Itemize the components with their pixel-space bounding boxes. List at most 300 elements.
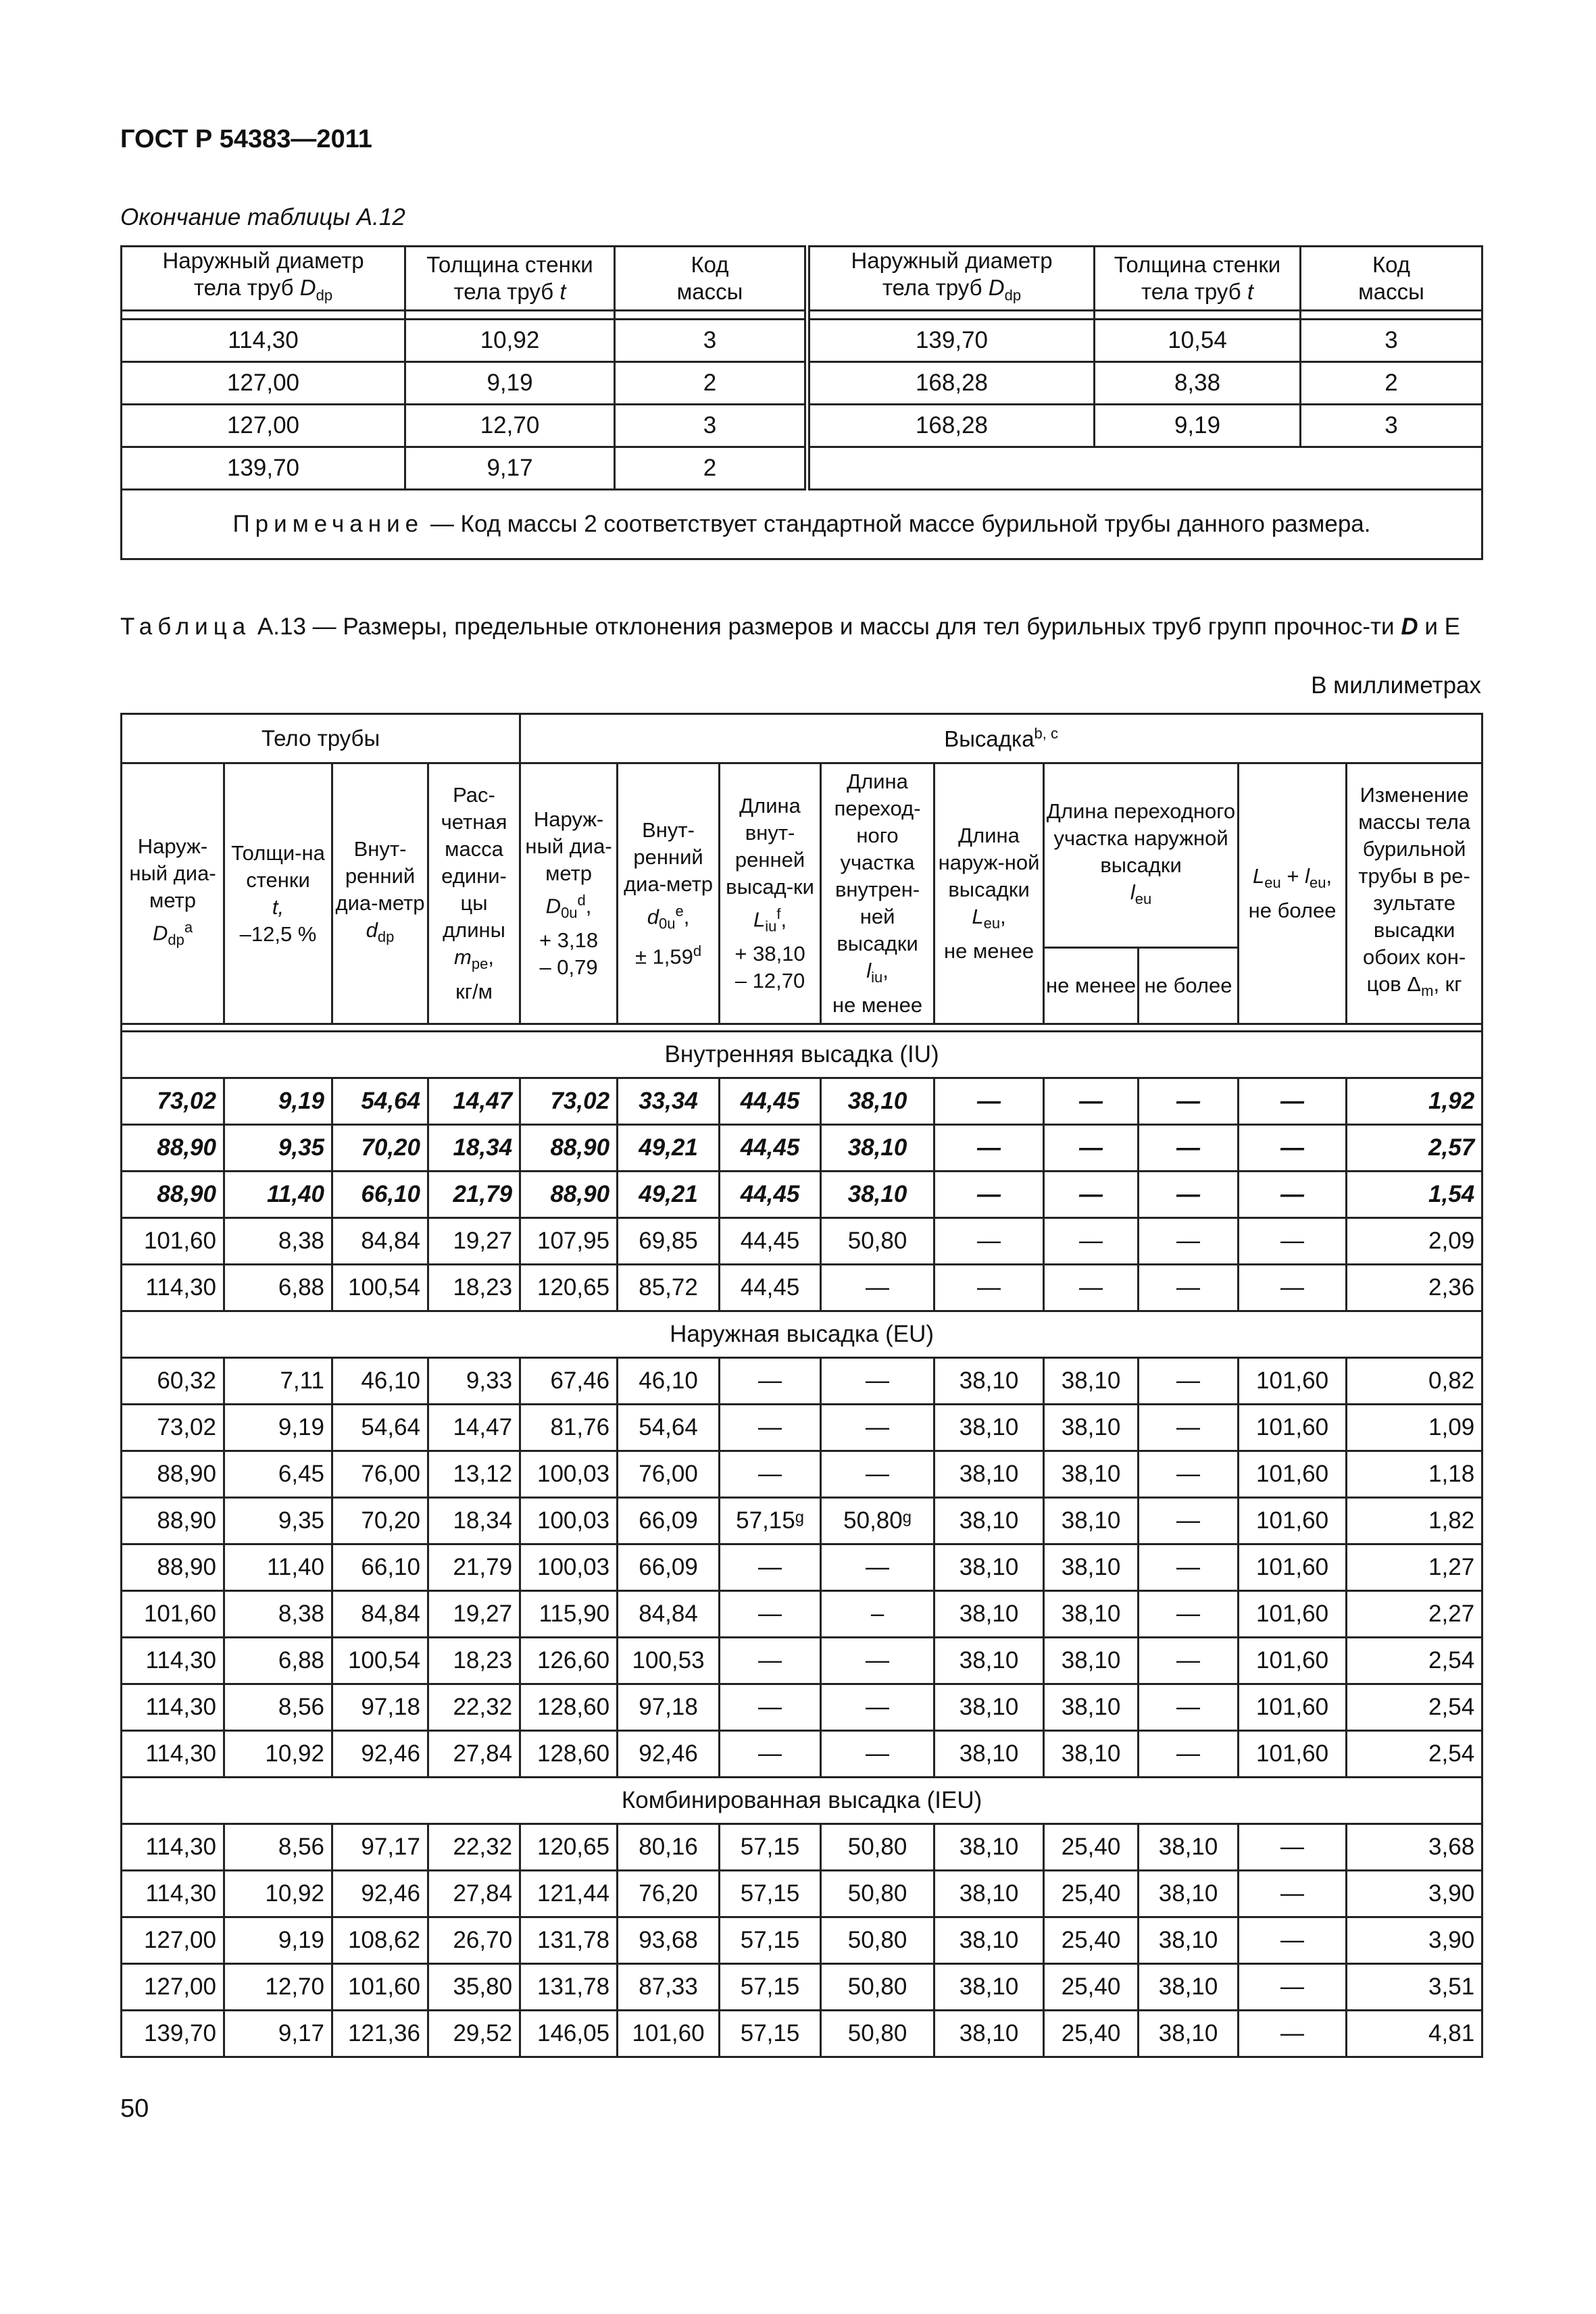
table-cell: 131,78 [520, 1917, 618, 1964]
table-cell: 50,80 [821, 2011, 934, 2057]
table-cell: 38,10 [1139, 1824, 1239, 1871]
table-cell: 38,10 [934, 1638, 1044, 1684]
table-cell: — [1139, 1125, 1239, 1172]
table-cell: 126,60 [520, 1638, 618, 1684]
table-cell: 44,45 [720, 1125, 821, 1172]
table-cell: — [720, 1731, 821, 1778]
table-row [122, 447, 1482, 490]
col-leu-plus-leu: $L_{eu} + l_{eu}$, не более [1239, 763, 1347, 1024]
table-cell: 114,30 [122, 1731, 224, 1778]
table-row [122, 1172, 1482, 1218]
table-cell: 88,90 [122, 1172, 224, 1218]
table13-spacer [122, 1024, 1482, 1032]
table13-title-end: и Е [1418, 613, 1460, 640]
table-cell: 6,88 [224, 1265, 332, 1311]
table-cell: 93,68 [618, 1917, 720, 1964]
table-cell: 25,40 [1044, 1917, 1139, 1964]
section-header [122, 1311, 1482, 1358]
table-row [122, 1964, 1482, 2011]
table-cell: — [1239, 2011, 1347, 2057]
table-cell: 38,10 [934, 1871, 1044, 1917]
table-cell: 84,84 [618, 1591, 720, 1638]
table-cell: 2,54 [1347, 1731, 1482, 1778]
table-cell: 54,64 [618, 1405, 720, 1451]
table-cell: 101,60 [618, 2011, 720, 2057]
table-cell: — [1139, 1405, 1239, 1451]
table-cell: 38,10 [1044, 1638, 1139, 1684]
table-row [122, 1405, 1482, 1451]
table-row [122, 1218, 1482, 1265]
table-cell: — [1044, 1218, 1139, 1265]
table-row [122, 1638, 1482, 1684]
table-cell: — [1139, 1498, 1239, 1544]
table-cell: — [720, 1591, 821, 1638]
table-cell: 10,92 [224, 1871, 332, 1917]
table-cell: 44,45 [720, 1218, 821, 1265]
table-cell: 27,84 [428, 1731, 520, 1778]
table-cell: 12,70 [405, 405, 615, 447]
table-cell: — [1139, 1684, 1239, 1731]
col-external-taper-min: не менее [1044, 948, 1139, 1024]
table-cell: 57,15 [720, 1871, 821, 1917]
table-cell: 38,10 [934, 1964, 1044, 2011]
table-cell: 107,95 [520, 1218, 618, 1265]
table12-note [122, 490, 1482, 559]
table-cell: 100,54 [332, 1638, 428, 1684]
table-cell: — [720, 1684, 821, 1731]
table-cell: Наружная высадка (EU) [122, 1311, 1482, 1358]
table-cell: 114,30 [122, 1638, 224, 1684]
table-cell: 88,90 [122, 1498, 224, 1544]
table-cell: 1,92 [1347, 1078, 1482, 1125]
table-cell: Внутренняя высадка (IU) [122, 1032, 1482, 1078]
table-cell: 121,36 [332, 2011, 428, 2057]
table-cell: 100,03 [520, 1451, 618, 1498]
col-upset-outer-diameter: Наруж-ный диа-метр $D_{0u}^d$, + 3,18 – 0,79 [520, 763, 618, 1024]
table-cell: 29,52 [428, 2011, 520, 2057]
table-cell: 19,27 [428, 1218, 520, 1265]
table-cell: 3 [1301, 405, 1482, 447]
table-cell: 50,80 [821, 1218, 934, 1265]
table-cell: 14,47 [428, 1078, 520, 1125]
table-cell: 22,32 [428, 1684, 520, 1731]
table-cell: 38,10 [1139, 1871, 1239, 1917]
table-cell: 18,34 [428, 1125, 520, 1172]
table13-group-header [122, 714, 1482, 763]
table-cell: 114,30 [122, 1824, 224, 1871]
table-cell: 38,10 [1044, 1451, 1139, 1498]
col-external-taper-max: не более [1139, 948, 1239, 1024]
table12-header-cell: Толщина стенки тела труб t [1095, 247, 1301, 311]
table-cell: — [1139, 1544, 1239, 1591]
table-cell: 57,15 [720, 2011, 821, 2057]
table-row [122, 2011, 1482, 2057]
table-cell: 18,23 [428, 1265, 520, 1311]
table-row [122, 1824, 1482, 1871]
table-cell: 3,51 [1347, 1964, 1482, 2011]
table-row [122, 1871, 1482, 1917]
table-cell: Комбинированная высадка (IEU) [122, 1778, 1482, 1824]
table-cell: 115,90 [520, 1591, 618, 1638]
col-inner-diameter: Внут-ренний диа-метр $d_{dp}$ [332, 763, 428, 1024]
col-unit-mass: Рас-четная масса едини-цы длины $m_{pe}$, кг/м [428, 763, 520, 1024]
table-cell: 49,21 [618, 1172, 720, 1218]
table-cell: 76,00 [332, 1451, 428, 1498]
table-cell: 139,70 [122, 447, 405, 490]
table-cell: 101,60 [1239, 1638, 1347, 1684]
table-cell: — [720, 1638, 821, 1684]
table-cell: 14,47 [428, 1405, 520, 1451]
table-cell: — [1139, 1591, 1239, 1638]
col-outer-diameter: Наруж-ный диа-метр $D_{dp}^a$ [122, 763, 224, 1024]
table-cell: 100,03 [520, 1544, 618, 1591]
table-cell: 12,70 [224, 1964, 332, 2011]
table-cell: 6,45 [224, 1451, 332, 1498]
table-cell: 66,09 [618, 1544, 720, 1591]
table-row [122, 320, 1482, 362]
table-cell: 69,85 [618, 1218, 720, 1265]
table-cell: 38,10 [934, 1591, 1044, 1638]
table-cell: 46,10 [618, 1358, 720, 1405]
table-cell: 4,81 [1347, 2011, 1482, 2057]
table-cell: 38,10 [1044, 1591, 1139, 1638]
table12-header-cell: Толщина стенки тела труб t [405, 247, 615, 311]
table-cell: — [1044, 1172, 1139, 1218]
table-cell: 57,15 [720, 1824, 821, 1871]
table-row [122, 1078, 1482, 1125]
table-cell: 3,90 [1347, 1871, 1482, 1917]
table-cell: 35,80 [428, 1964, 520, 2011]
table-cell: 60,32 [122, 1358, 224, 1405]
table-cell: — [1239, 1964, 1347, 2011]
table-cell: 139,70 [807, 320, 1095, 362]
table-row [122, 1358, 1482, 1405]
table-cell: — [821, 1544, 934, 1591]
table-cell: 97,18 [618, 1684, 720, 1731]
table13-title-label: Таблица [120, 613, 251, 640]
table-cell: 66,10 [332, 1172, 428, 1218]
table-cell: 9,19 [224, 1917, 332, 1964]
table13-title-d: D [1401, 613, 1418, 640]
table-cell: 2 [615, 362, 807, 405]
table-cell: 101,60 [1239, 1544, 1347, 1591]
table-cell: 85,72 [618, 1265, 720, 1311]
table13-column-header [122, 763, 1482, 948]
table-cell: 70,20 [332, 1498, 428, 1544]
table-cell: 25,40 [1044, 2011, 1139, 2057]
table-cell: 127,00 [122, 362, 405, 405]
table-cell: 100,54 [332, 1265, 428, 1311]
table-cell: — [1139, 1265, 1239, 1311]
table-cell: — [720, 1544, 821, 1591]
table-cell: 73,02 [122, 1405, 224, 1451]
table-cell: 88,90 [122, 1544, 224, 1591]
table-cell: 8,38 [224, 1218, 332, 1265]
table-row [122, 362, 1482, 405]
table-cell: 38,10 [934, 1824, 1044, 1871]
table-cell: — [934, 1218, 1044, 1265]
note-label: Примечание [232, 511, 424, 537]
table-cell: 50,80 [821, 1917, 934, 1964]
table-row [122, 1684, 1482, 1731]
table-cell: — [821, 1358, 934, 1405]
table-cell: 2,36 [1347, 1265, 1482, 1311]
table-cell: 92,46 [332, 1731, 428, 1778]
table-cell: 101,60 [1239, 1731, 1347, 1778]
table-cell: 25,40 [1044, 1871, 1139, 1917]
table-cell: 7,11 [224, 1358, 332, 1405]
table-cell: 38,10 [1044, 1684, 1139, 1731]
table-cell: 10,92 [224, 1731, 332, 1778]
table-cell: — [1139, 1451, 1239, 1498]
table-cell: 38,10 [1139, 1964, 1239, 2011]
table-cell: 146,05 [520, 2011, 618, 2057]
table-cell: — [1139, 1731, 1239, 1778]
table-cell: 114,30 [122, 1684, 224, 1731]
table-cell: 54,64 [332, 1078, 428, 1125]
table-cell: — [1139, 1358, 1239, 1405]
table-cell: 101,60 [122, 1591, 224, 1638]
table-cell: 9,19 [405, 362, 615, 405]
table-cell: 26,70 [428, 1917, 520, 1964]
document-id: ГОСТ Р 54383—2011 [120, 125, 372, 153]
col-internal-upset-length: Длина внут-ренней высад-ки $L_{iu}^f$, + 38,10 – 12,70 [720, 763, 821, 1024]
table-a13 [120, 713, 1483, 2058]
table-cell: 49,21 [618, 1125, 720, 1172]
table-cell: 8,56 [224, 1824, 332, 1871]
table-cell: — [1139, 1638, 1239, 1684]
table-cell: 127,00 [122, 405, 405, 447]
table-cell: 101,60 [332, 1964, 428, 2011]
table-cell: 9,35 [224, 1498, 332, 1544]
table-cell: 19,27 [428, 1591, 520, 1638]
table-cell: 100,53 [618, 1638, 720, 1684]
table-cell: 6,88 [224, 1638, 332, 1684]
table-cell: 101,60 [122, 1218, 224, 1265]
table-cell: 88,90 [122, 1451, 224, 1498]
table-cell: 3 [615, 405, 807, 447]
table-cell: — [1239, 1871, 1347, 1917]
table-cell: 127,00 [122, 1964, 224, 2011]
table-cell: 57,15 [720, 1964, 821, 2011]
table-cell: 8,56 [224, 1684, 332, 1731]
table-cell: 80,16 [618, 1824, 720, 1871]
table-row [122, 1591, 1482, 1638]
table-cell: 11,40 [224, 1172, 332, 1218]
table-cell: 44,45 [720, 1265, 821, 1311]
table-cell: — [1044, 1265, 1139, 1311]
table-cell: 101,60 [1239, 1684, 1347, 1731]
table-cell: 38,10 [934, 1498, 1044, 1544]
table-cell: 88,90 [122, 1125, 224, 1172]
table-cell: 101,60 [1239, 1405, 1347, 1451]
table-cell: 25,40 [1044, 1964, 1139, 2011]
table-cell: 2,54 [1347, 1684, 1482, 1731]
table-cell: 18,34 [428, 1498, 520, 1544]
table-cell: 2,54 [1347, 1638, 1482, 1684]
col-wall-thickness: Толщи-на стенки t, –12,5 % [224, 763, 332, 1024]
table-row [122, 1731, 1482, 1778]
table-cell: 84,84 [332, 1218, 428, 1265]
table-cell: 88,90 [520, 1172, 618, 1218]
table-cell: 38,10 [934, 1358, 1044, 1405]
table-cell: 66,10 [332, 1544, 428, 1591]
table-cell: 38,10 [821, 1125, 934, 1172]
table-cell: 8,38 [224, 1591, 332, 1638]
table-cell: — [1239, 1824, 1347, 1871]
table-cell: 38,10 [934, 1917, 1044, 1964]
table-cell: 97,17 [332, 1824, 428, 1871]
table-cell: — [1139, 1078, 1239, 1125]
table-cell: 38,10 [1044, 1731, 1139, 1778]
table13-title-text: А.13 — Размеры, предельные отклонения размеров и массы для тел бурильных труб групп прочнос-ти [251, 613, 1401, 640]
col-internal-taper-length: Длина переход-ного участка внутрен-ней высадки $l_{iu}$, не менее [821, 763, 934, 1024]
table-row [122, 1451, 1482, 1498]
table-cell: 50,80ᵍ [821, 1498, 934, 1544]
table-cell: 38,10 [1044, 1498, 1139, 1544]
section-header [122, 1032, 1482, 1078]
table-cell: 44,45 [720, 1172, 821, 1218]
table-cell: 101,60 [1239, 1358, 1347, 1405]
table-cell: 73,02 [520, 1078, 618, 1125]
col-external-taper-length: Длина переходного участка наружной высадки $l_{eu}$ [1044, 763, 1239, 948]
table12-spacer [122, 311, 1482, 320]
table-cell: — [1139, 1172, 1239, 1218]
table-cell: 18,23 [428, 1638, 520, 1684]
table-cell: 168,28 [807, 362, 1095, 405]
table-cell: 38,10 [934, 1731, 1044, 1778]
table-cell: 97,18 [332, 1684, 428, 1731]
table-cell: 33,34 [618, 1078, 720, 1125]
table-cell: 9,19 [224, 1078, 332, 1125]
table-cell: 2,09 [1347, 1218, 1482, 1265]
table-cell: 27,84 [428, 1871, 520, 1917]
table-cell: 108,62 [332, 1917, 428, 1964]
table-cell: 3 [615, 320, 807, 362]
table-cell: 9,35 [224, 1125, 332, 1172]
table-cell: — [821, 1684, 934, 1731]
table-cell: 38,10 [821, 1172, 934, 1218]
table-cell: 9,33 [428, 1358, 520, 1405]
table-cell: 9,19 [224, 1405, 332, 1451]
table-cell: — [821, 1731, 934, 1778]
table-cell: 76,00 [618, 1451, 720, 1498]
table-cell: — [1239, 1078, 1347, 1125]
table-cell: — [934, 1265, 1044, 1311]
table-cell: 38,10 [934, 1684, 1044, 1731]
table-cell: 38,10 [934, 1451, 1044, 1498]
table-row [122, 1265, 1482, 1311]
table-cell: — [1239, 1125, 1347, 1172]
table-cell: — [1239, 1265, 1347, 1311]
table-cell: 38,10 [821, 1078, 934, 1125]
table-cell: 25,40 [1044, 1824, 1139, 1871]
table-cell: 114,30 [122, 1871, 224, 1917]
col-external-upset-length: Длина наруж-ной высадки $L_{eu}$, не менее [934, 763, 1044, 1024]
table-cell: — [821, 1638, 934, 1684]
table-cell: 66,09 [618, 1498, 720, 1544]
table-cell: 81,76 [520, 1405, 618, 1451]
table-cell: — [720, 1451, 821, 1498]
table-cell: 9,17 [224, 2011, 332, 2057]
table-cell: 9,17 [405, 447, 615, 490]
page-number: 50 [120, 2094, 149, 2123]
table-cell: 84,84 [332, 1591, 428, 1638]
table-cell: 46,10 [332, 1358, 428, 1405]
table-cell: 1,82 [1347, 1498, 1482, 1544]
table-cell: 50,80 [821, 1964, 934, 2011]
table-cell: 3 [1301, 320, 1482, 362]
note-text: — Код массы 2 соответствует стандартной массе бурильной трубы данного размера. [424, 511, 1371, 537]
table-cell: 38,10 [1044, 1358, 1139, 1405]
col-mass-change: Изменение массы тела бурильной трубы в ре-зультате высадки обоих кон-цов $\Delta_m$, кг [1347, 763, 1482, 1024]
table-cell: 88,90 [520, 1125, 618, 1172]
table-cell: 127,00 [122, 1917, 224, 1964]
table-row [122, 405, 1482, 447]
table-cell: — [1044, 1078, 1139, 1125]
table-cell: 128,60 [520, 1684, 618, 1731]
table-cell: 76,20 [618, 1871, 720, 1917]
table12-header-cell: Код массы [615, 247, 807, 311]
table-row [122, 1917, 1482, 1964]
table-cell: 10,92 [405, 320, 615, 362]
table-row [122, 1125, 1482, 1172]
table-cell: 2 [615, 447, 807, 490]
table-cell-empty [807, 447, 1482, 490]
table12-header-cell: Код массы [1301, 247, 1482, 311]
table12-caption: Окончание таблицы А.12 [120, 204, 405, 230]
table12-header-row [122, 247, 1482, 311]
table-cell: 92,46 [618, 1731, 720, 1778]
table-cell: 1,54 [1347, 1172, 1482, 1218]
table-cell: — [1239, 1172, 1347, 1218]
units-label: В миллиметрах [1311, 672, 1481, 699]
table12-header-cell: Наружный диаметр тела труб $D_{dp}$ [807, 247, 1095, 311]
table-cell: 67,46 [520, 1358, 618, 1405]
table-cell: 73,02 [122, 1078, 224, 1125]
table-cell: 57,15ᵍ [720, 1498, 821, 1544]
table-cell: 50,80 [821, 1871, 934, 1917]
col-upset-inner-diameter: Внут-ренний диа-метр $d_{0u}^e$, ± 1,59$^d$ [618, 763, 720, 1024]
table-cell: 114,30 [122, 1265, 224, 1311]
table-a12 [120, 245, 1483, 560]
table-cell: 21,79 [428, 1544, 520, 1591]
table13-title [120, 611, 1481, 643]
table-cell: 131,78 [520, 1964, 618, 2011]
table-cell: 100,03 [520, 1498, 618, 1544]
table-row [122, 1498, 1482, 1544]
table-row [122, 1544, 1482, 1591]
table-cell: 2 [1301, 362, 1482, 405]
table-cell: 38,10 [1139, 1917, 1239, 1964]
table-cell: — [821, 1451, 934, 1498]
section-header [122, 1778, 1482, 1824]
table12-note-row [122, 490, 1482, 559]
table-cell: 1,18 [1347, 1451, 1482, 1498]
table-cell: — [720, 1405, 821, 1451]
table-cell: 13,12 [428, 1451, 520, 1498]
header-text: Наружный диаметр тела труб $D_{dp}$ [162, 248, 364, 304]
table-cell: 38,10 [934, 1544, 1044, 1591]
table-cell: — [720, 1358, 821, 1405]
table-cell: 38,10 [934, 2011, 1044, 2057]
table-cell: 168,28 [807, 405, 1095, 447]
table-cell: 22,32 [428, 1824, 520, 1871]
table-cell: 57,15 [720, 1917, 821, 1964]
table12-header-cell [122, 247, 405, 311]
table-cell: 101,60 [1239, 1591, 1347, 1638]
table-cell: 3,68 [1347, 1824, 1482, 1871]
